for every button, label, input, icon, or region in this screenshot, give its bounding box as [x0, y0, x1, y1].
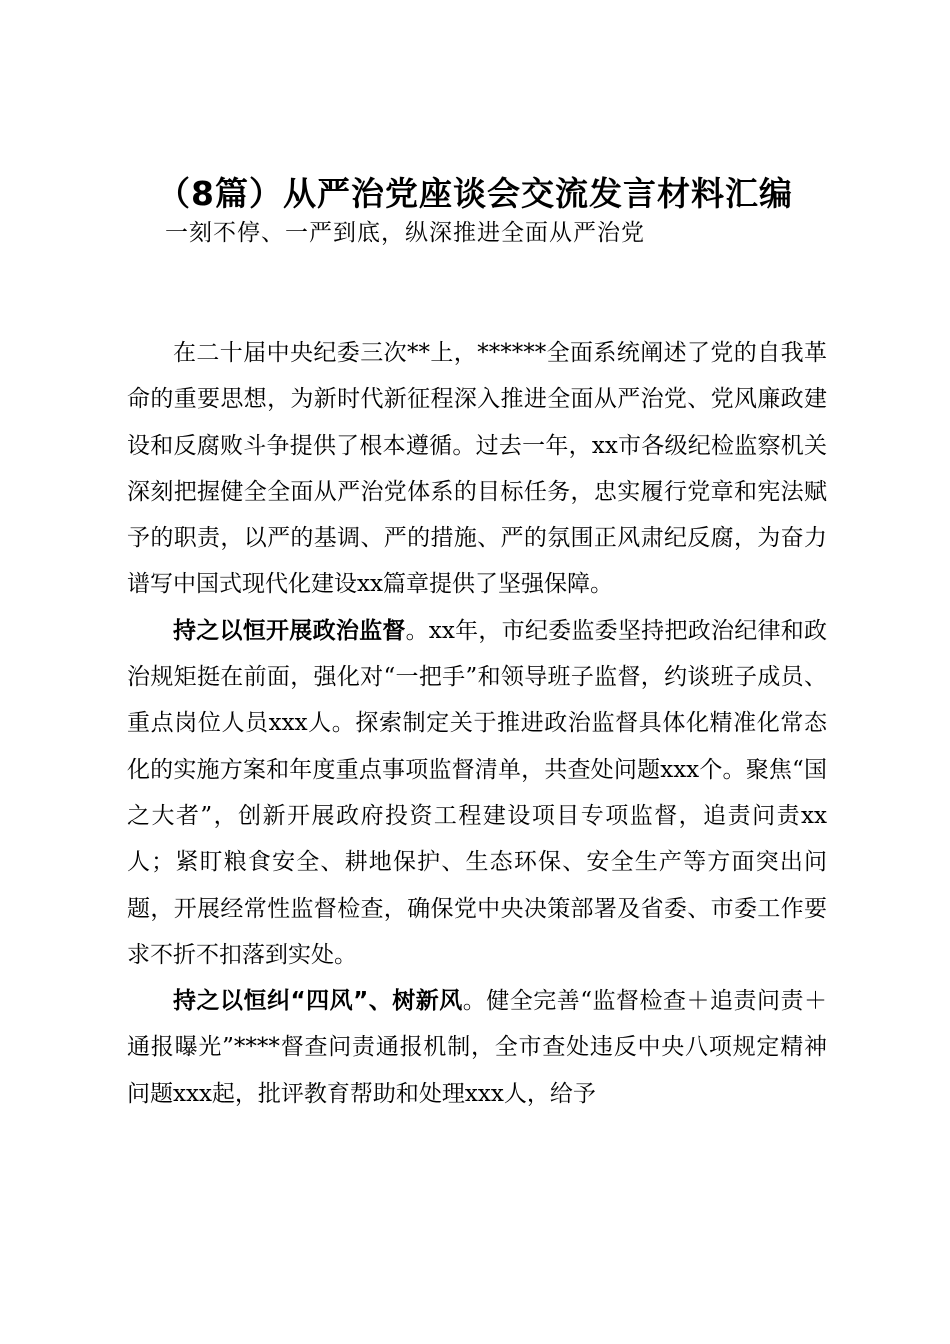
- paragraph-text: 。健全完善“监督检查＋追责问责＋通报曝光”****督查问责通报机制，全市查处违反中央八项规定精神问题xxx起，批评教育帮助和处理xxx人，给予: [127, 988, 827, 1107]
- paragraph-lead: 持之以恒纠“四风”、树新风: [173, 988, 463, 1015]
- paragraph: [127, 978, 827, 1117]
- document-subtitle: 一刻不停、一严到底，纵深推进全面从严治党: [165, 220, 645, 246]
- paragraph: [127, 608, 827, 978]
- paragraph-text: 在二十届中央纪委三次**上，******全面系统阐述了党的自我革命的重要思想，为新时代新征程深入推进全面从严治党、党风廉政建设和反腐败斗争提供了根本遵循。过去一年，xx市各级纪检监察机关深刻把握健全全面从严治党体系的目标任务，忠实履行党章和宪法赋予的职责，以严的基调、严的措施、严的氛围正风肃纪反腐，为奋力谱写中国式现代化建设xx篇章提供了坚强保障。: [127, 340, 827, 598]
- paragraph-text: 。xx年，市纪委监委坚持把政治纪律和政治规矩挺在前面，强化对“一把手”和领导班子监督，约谈班子成员、重点岗位人员xxx人。探索制定关于推进政治监督具体化精准化常态化的实施方案和年度重点事项监督清单，共查处问题xxx个。聚焦“国之大者”，创新开展政府投资工程建设项目专项监督，追责问责xx人；紧盯粮食安全、耕地保护、生态环保、安全生产等方面突出问题，开展经常性监督检查，确保党中央决策部署及省委、市委工作要求不折不扣落到实处。: [127, 617, 828, 968]
- paragraph: [127, 330, 827, 608]
- document-body: [127, 330, 827, 1117]
- paragraph-lead: 持之以恒开展政治监督: [173, 617, 406, 644]
- document-title: （8篇）从严治党座谈会交流发言材料汇编: [157, 174, 793, 213]
